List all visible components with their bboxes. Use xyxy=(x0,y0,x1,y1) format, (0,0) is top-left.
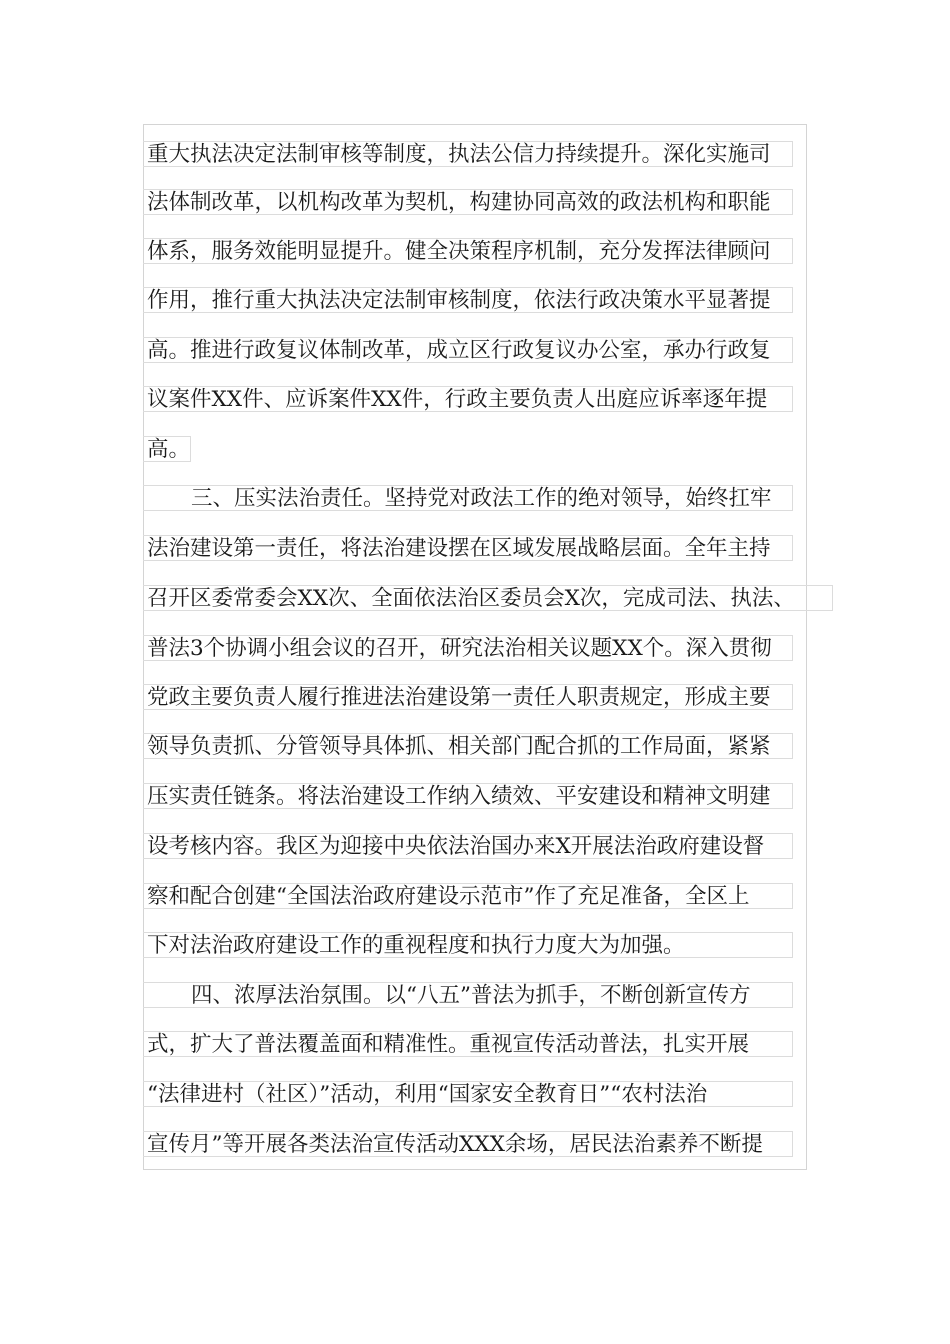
paragraph-first-line: 三、压实法治责任。坚持党对政法工作的绝对领导，始终扛牢 xyxy=(143,485,793,511)
text-line: 式，扩大了普法覆盖面和精准性。重视宣传活动普法，扎实开展 xyxy=(143,1031,793,1057)
text-line: 党政主要负责人履行推进法治建设第一责任人职责规定，形成主要 xyxy=(143,684,793,710)
text-line: 普法3个协调小组会议的召开，研究法治相关议题XX个。深入贯彻 xyxy=(143,635,793,661)
text-line: 重大执法决定法制审核等制度，执法公信力持续提升。深化实施司 xyxy=(143,141,793,167)
text-line: 高。推进行政复议体制改革，成立区行政复议办公室，承办行政复 xyxy=(143,337,793,363)
text-line: 压实责任链条。将法治建设工作纳入绩效、平安建设和精神文明建 xyxy=(143,783,793,809)
text-line: 宣传月”等开展各类法治宣传活动XXX余场，居民法治素养不断提 xyxy=(143,1131,793,1157)
text-line: 作用，推行重大执法决定法制审核制度，依法行政决策水平显著提 xyxy=(143,287,793,313)
text-line: 高。 xyxy=(143,436,191,462)
text-line: 议案件XX件、应诉案件XX件，行政主要负责人出庭应诉率逐年提 xyxy=(143,386,793,412)
text-line: 召开区委常委会XX次、全面依法治区委员会X次，完成司法、执法、 xyxy=(143,585,833,611)
text-line: 察和配合创建“全国法治政府建设示范市”作了充足准备，全区上 xyxy=(143,883,793,909)
paragraph-first-line: 四、浓厚法治氛围。以“八五”普法为抓手，不断创新宣传方 xyxy=(143,982,793,1008)
text-line: 法体制改革，以机构改革为契机，构建协同高效的政法机构和职能 xyxy=(143,189,793,215)
text-line: 设考核内容。我区为迎接中央依法治国办来X开展法治政府建设督 xyxy=(143,833,793,859)
text-line: 体系，服务效能明显提升。健全决策程序机制，充分发挥法律顾问 xyxy=(143,238,793,264)
text-line: 下对法治政府建设工作的重视程度和执行力度大为加强。 xyxy=(143,932,793,958)
text-line: “法律进村（社区）”活动，利用“国家安全教育日”“农村法治 xyxy=(143,1081,793,1107)
text-line: 领导负责抓、分管领导具体抓、相关部门配合抓的工作局面，紧紧 xyxy=(143,733,793,759)
text-line: 法治建设第一责任，将法治建设摆在区域发展战略层面。全年主持 xyxy=(143,535,793,561)
